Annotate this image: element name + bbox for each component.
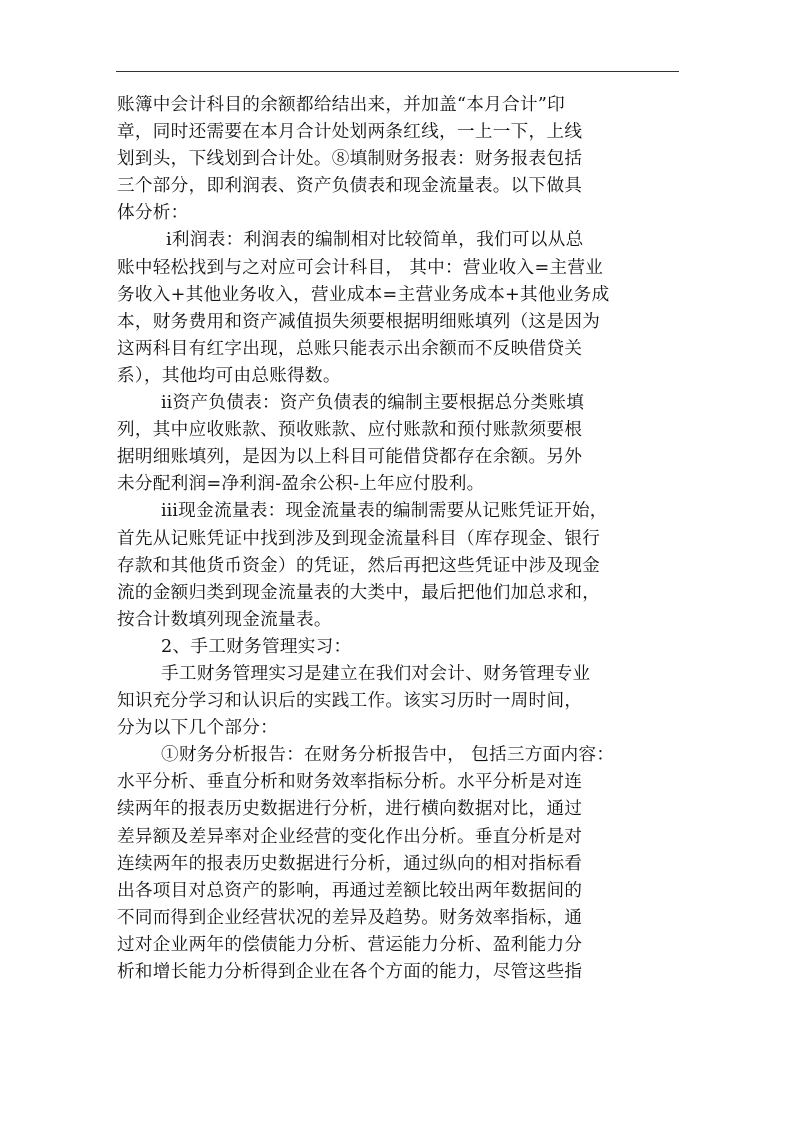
- text-line: 未分配利润=净利润-盈余公积-上年应付股利。: [117, 474, 485, 495]
- document-body: [117, 92, 679, 986]
- text-line: 本，财务费用和资产减值损失须要根据明细账填列（这是因为: [117, 311, 601, 332]
- text-line: 流的金额归类到现金流量表的大类中，最后把他们加总求和，: [117, 582, 601, 603]
- text-line: 连续两年的报表历史数据进行分析，通过纵向的相对指标看: [117, 853, 583, 874]
- text-line: 分为以下几个部分：: [117, 718, 279, 739]
- text-line: 析和增长能力分析得到企业在各个方面的能力，尽管这些指: [117, 962, 583, 982]
- text-line: 列，其中应收账款、预收账款、应付账款和预付账款须要根: [117, 420, 583, 441]
- text-line: 账簿中会计科目的余额都给结出来，并加盖“本月合计”印: [117, 95, 566, 115]
- section-heading: 2、手工财务管理实习：: [161, 636, 352, 657]
- text-line: 系），其他均可由总账得数。: [117, 365, 341, 386]
- text-line: 不同而得到企业经营状况的差异及趋势。财务效率指标，通: [117, 907, 583, 928]
- text-line: 据明细账填列，是因为以上科目可能借贷都存在余额。另外: [117, 447, 583, 468]
- paragraph-heading-financial-analysis: ①财务分析报告：在财务分析报告中， 包括三方面内容：: [161, 745, 615, 766]
- text-line: 差异额及差异率对企业经营的变化作出分析。垂直分析是对: [117, 826, 583, 847]
- text-line: 手工财务管理实习是建立在我们对会计、财务管理专业: [161, 663, 591, 684]
- paragraph-heading-cash-flow: ⅲ现金流量表：现金流量表的编制需要从记账凭证开始，: [161, 501, 608, 522]
- text-line: 体分析：: [117, 203, 189, 224]
- text-line: 存款和其他货币资金）的凭证，然后再把这些凭证中涉及现金: [117, 555, 601, 576]
- header-rule: [116, 71, 679, 72]
- text-line: 三个部分，即利润表、资产负债表和现金流量表。以下做具: [117, 176, 583, 197]
- text-line: 过对企业两年的偿债能力分析、营运能力分析、盈利能力分: [117, 934, 583, 955]
- text-line: 知识充分学习和认识后的实践工作。该实习历时一周时间，: [117, 691, 583, 712]
- text-line: 续两年的报表历史数据进行分析，进行横向数据对比，通过: [117, 799, 583, 820]
- text-line: 首先从记账凭证中找到涉及到现金流量科目（库存现金、银行: [117, 528, 601, 549]
- text-line: 账中轻松找到与之对应可会计科目， 其中：营业收入=主营业: [117, 257, 604, 278]
- text-line: 按合计数填列现金流量表。: [117, 609, 332, 630]
- text-line: 划到头，下线划到合计处。⑧填制财务报表：财务报表包括: [117, 149, 583, 170]
- text-line: 务收入+其他业务收入，营业成本=主营业务成本+其他业务成: [117, 284, 610, 305]
- text-line: 水平分析、垂直分析和财务效率指标分析。水平分析是对连: [117, 772, 583, 793]
- paragraph-heading-balance-sheet: ⅱ资产负债表：资产负债表的编制主要根据总分类账填: [161, 393, 585, 414]
- text-line: 章，同时还需要在本月合计处划两条红线，一上一下，上线: [117, 122, 583, 143]
- paragraph-heading-income-statement: ⅰ利润表：利润表的编制相对比较简单，我们可以从总: [166, 230, 584, 251]
- text-line: 这两科目有红字出现，总账只能表示出余额而不反映借贷关: [117, 338, 583, 359]
- text-line: 出各项目对总资产的影响，再通过差额比较出两年数据间的: [117, 880, 583, 901]
